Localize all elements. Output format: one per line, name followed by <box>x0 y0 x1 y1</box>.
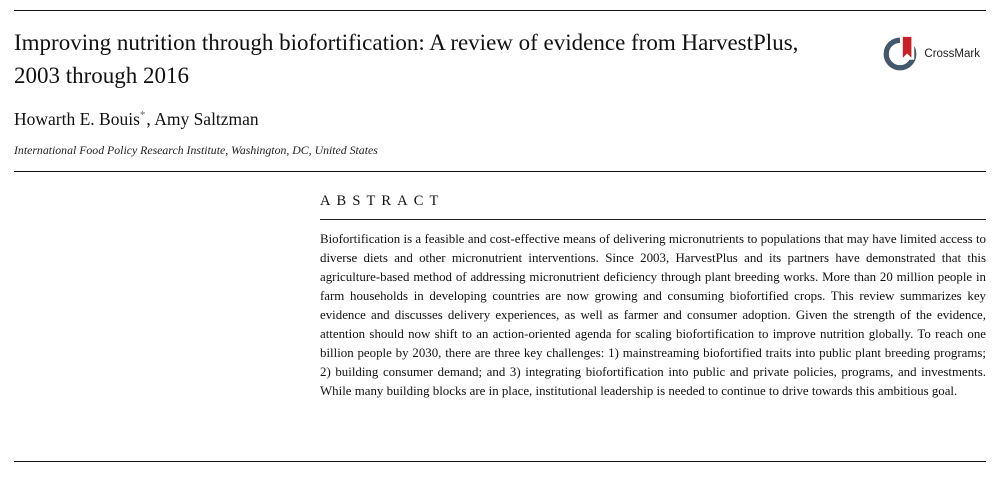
authors-line <box>14 109 986 130</box>
abstract-heading-rule <box>320 219 986 220</box>
abstract-column <box>320 172 986 401</box>
top-rule <box>14 10 986 11</box>
crossmark-badge[interactable] <box>881 35 980 73</box>
abstract-left-spacer <box>14 172 320 401</box>
paper-title: Improving nutrition through biofortification: A review of evidence from HarvestPlus, 2003 through 2016 <box>14 30 799 88</box>
bottom-rule <box>14 461 986 462</box>
abstract-text: Biofortification is a feasible and cost-effective means of delivering micronutrients to populations that may have limited access to diverse diets and other micronutrient interventions. Since 2003, HarvestPlus and its partners have demonstrated that this agriculture-based method of addressing micronutrient deficiency through plant breeding works. More than 20 million people in farm households in developing countries are now growing and consuming biofortified crops. This review summarizes key evidence and discusses delivery experiences, as well as farmer and consumer adoption. Given the strength of the evidence, attention should now shift to an action-oriented agenda for scaling biofortification to improve nutrition globally. To reach one billion people by 2030, there are three key challenges: 1) mainstreaming biofortified traits into public plant breeding programs; 2) building consumer demand; and 3) integrating biofortification into public and private policies, programs, and investments. While many building blocks are in place, institutional leadership is needed to continue to drive towards this ambitious goal. <box>320 231 986 398</box>
author-names-rest: , Amy Saltzman <box>146 108 259 129</box>
crossmark-label: CrossMark <box>924 48 980 60</box>
author-name-primary: Howarth E. Bouis <box>14 108 140 129</box>
paper-header <box>14 27 986 158</box>
crossmark-logo-icon <box>881 35 919 73</box>
corresponding-author-marker: * <box>139 108 146 121</box>
affiliation: International Food Policy Research Institute, Washington, DC, United States <box>14 142 378 157</box>
abstract-section <box>14 172 986 401</box>
abstract-heading: ABSTRACT <box>320 192 445 209</box>
